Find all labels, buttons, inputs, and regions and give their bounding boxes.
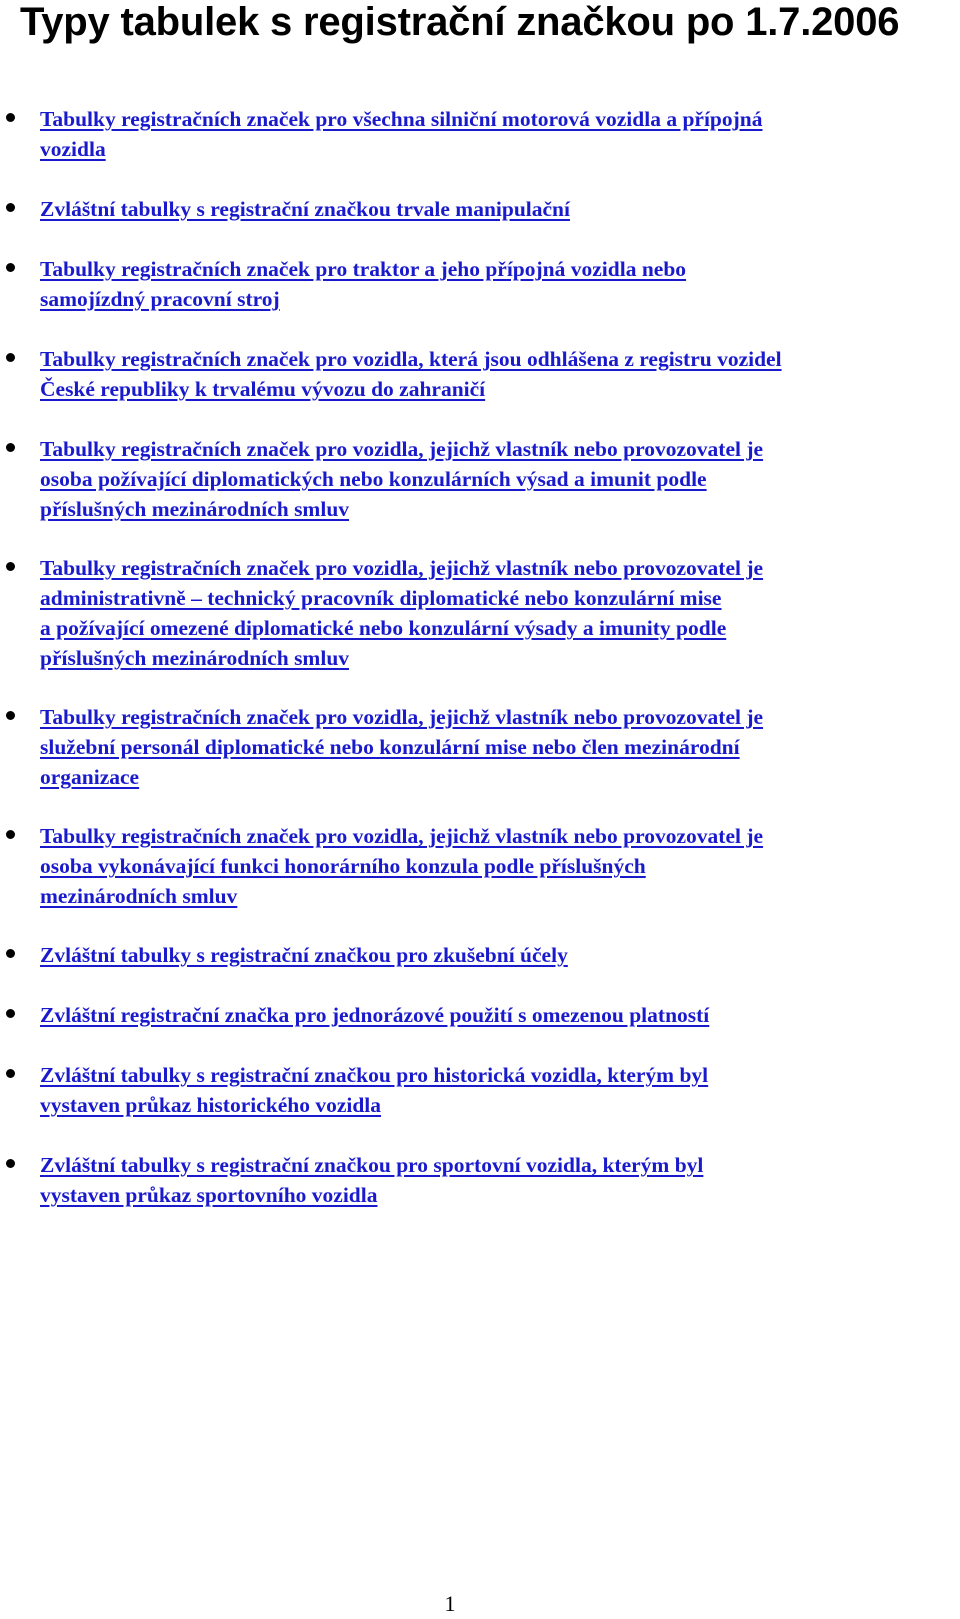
list-item-link[interactable] <box>40 1060 940 1120</box>
page-title: Typy tabulek s registrační značkou po 1.7.2006 <box>20 0 900 44</box>
bullet-icon <box>6 263 15 272</box>
link-text-line: Tabulky registračních značek pro traktor a jeho přípojná vozidla nebo <box>40 257 687 281</box>
link-text-line: organizace <box>40 765 140 789</box>
link-text-line: Zvláštní tabulky s registrační značkou pro historická vozidla, kterým byl <box>40 1063 709 1087</box>
list-item-link[interactable] <box>40 702 940 792</box>
bullet-icon <box>6 203 15 212</box>
bullet-icon <box>6 353 15 362</box>
list-item-link[interactable] <box>40 1000 940 1030</box>
link-text-line: Tabulky registračních značek pro vozidla, jejichž vlastník nebo provozovatel je <box>40 556 764 580</box>
bullet-icon <box>6 562 15 571</box>
bullet-icon <box>6 113 15 122</box>
list-item-link[interactable] <box>40 434 940 524</box>
list-item-link[interactable] <box>40 940 940 970</box>
list-item-link[interactable] <box>40 344 940 404</box>
link-text-line: mezinárodních smluv <box>40 884 238 908</box>
list-item-link[interactable] <box>40 254 940 314</box>
bullet-icon <box>6 1009 15 1018</box>
list-item-link[interactable] <box>40 1150 940 1210</box>
link-text-line: administrativně – technický pracovník diplomatické nebo konzulární mise <box>40 586 722 610</box>
bullet-icon <box>6 830 15 839</box>
link-text-line: a požívající omezené diplomatické nebo konzulární výsady a imunity podle <box>40 616 727 640</box>
list-item-link[interactable] <box>40 194 940 224</box>
bullet-icon <box>6 443 15 452</box>
bullet-icon <box>6 1159 15 1168</box>
link-text-line: osoba vykonávající funkci honorárního konzula podle příslušných <box>40 854 646 878</box>
link-text-line: Zvláštní tabulky s registrační značkou pro zkušební účely <box>40 943 568 967</box>
link-text-line: Zvláštní tabulky s registrační značkou pro sportovní vozidla, kterým byl <box>40 1153 704 1177</box>
link-text-line: Tabulky registračních značek pro vozidla, která jsou odhlášena z registru vozidel <box>40 347 782 371</box>
link-text-line: vystaven průkaz historického vozidla <box>40 1093 382 1117</box>
link-text-line: Zvláštní registrační značka pro jednorázové použití s omezenou platností <box>40 1003 710 1027</box>
bullet-icon <box>6 1069 15 1078</box>
link-text-line: vozidla <box>40 137 106 161</box>
link-text-line: příslušných mezinárodních smluv <box>40 497 350 521</box>
link-text-line: Tabulky registračních značek pro všechna silniční motorová vozidla a přípojná <box>40 107 763 131</box>
link-text-line: osoba požívající diplomatických nebo konzulárních výsad a imunit podle <box>40 467 707 491</box>
link-text-line: Zvláštní tabulky s registrační značkou trvale manipulační <box>40 197 570 221</box>
list-item-link[interactable] <box>40 553 940 673</box>
link-text-line: České republiky k trvalému vývozu do zahraničí <box>40 377 486 401</box>
list-item-link[interactable] <box>40 104 940 164</box>
link-text-line: Tabulky registračních značek pro vozidla, jejichž vlastník nebo provozovatel je <box>40 705 764 729</box>
page-number: 1 <box>444 1591 456 1616</box>
link-text-line: Tabulky registračních značek pro vozidla, jejichž vlastník nebo provozovatel je <box>40 824 764 848</box>
link-text-line: vystaven průkaz sportovního vozidla <box>40 1183 378 1207</box>
list-item-link[interactable] <box>40 821 940 911</box>
bullet-icon <box>6 949 15 958</box>
link-text-line: příslušných mezinárodních smluv <box>40 646 350 670</box>
link-text-line: samojízdný pracovní stroj <box>40 287 280 311</box>
bullet-icon <box>6 711 15 720</box>
link-text-line: Tabulky registračních značek pro vozidla, jejichž vlastník nebo provozovatel je <box>40 437 764 461</box>
link-text-line: služební personál diplomatické nebo konzulární mise nebo člen mezinárodní <box>40 735 740 759</box>
